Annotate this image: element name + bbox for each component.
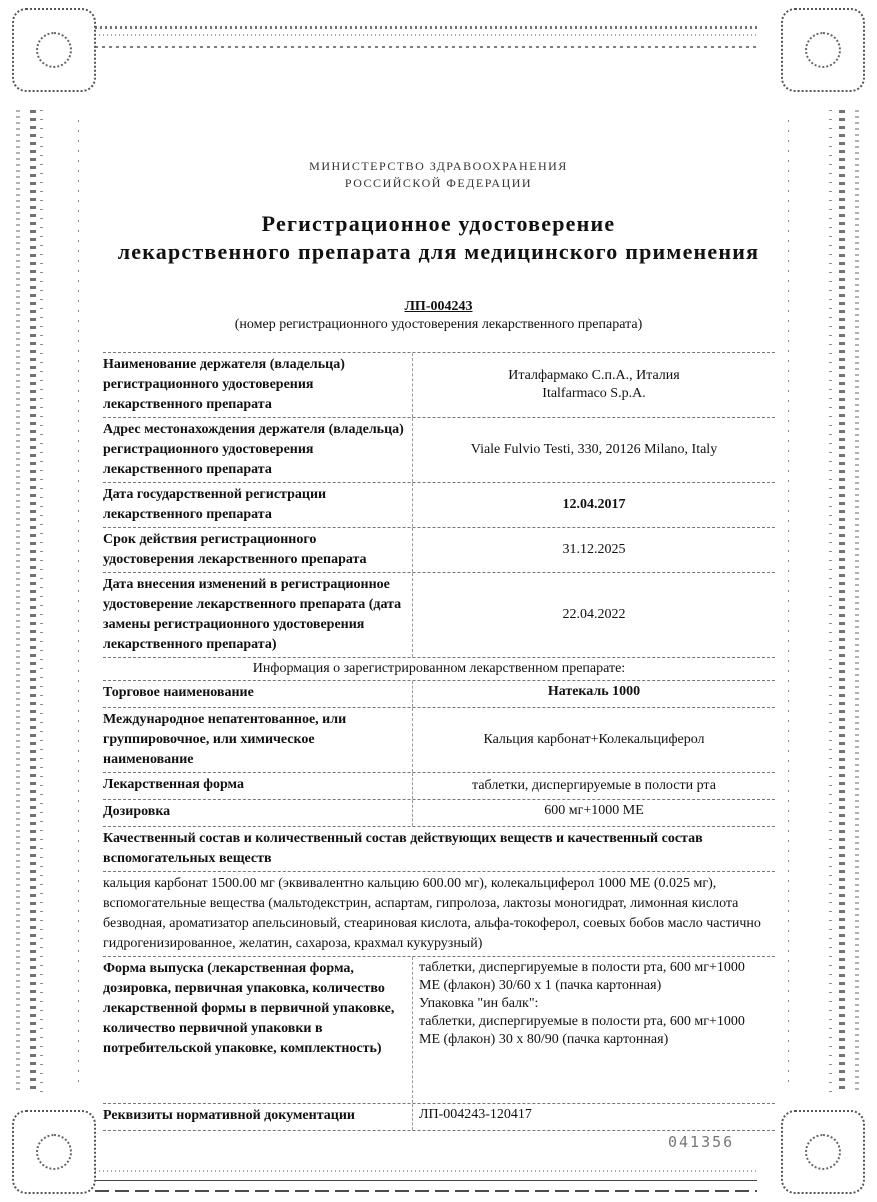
composition-label: Качественный состав и количественный состав действующих веществ и качественный состав вспомогательных веществ: [103, 827, 775, 872]
serial-number: 041356: [668, 1133, 735, 1151]
dosage-form-value: таблетки, диспергируемые в полости рта: [472, 778, 716, 793]
release-form-label: Форма выпуска (лекарственная форма, дозировка, первичная упаковка, количество лекарственной формы в первичной упаковке, количество первичной упаковки в потребительской упаковке, комплектность): [103, 957, 413, 1103]
changes-date-label: Дата внесения изменений в регистрационное удостоверение лекарственного препарата (дата замены регистрационного удостоверения лекарственного препарата): [103, 573, 413, 657]
corner-rosette-icon: [781, 8, 865, 92]
row-address: [103, 418, 775, 483]
release-form-retail: таблетки, диспергируемые в полости рта, 600 мг+1000 МЕ (флакон) 30/60 х 1 (пачка картонная): [419, 960, 745, 993]
info-heading: Информация о зарегистрированном лекарственном препарате:: [103, 658, 775, 681]
holder-label: Наименование держателя (владельца) регистрационного удостоверения лекарственного препарата: [103, 353, 413, 417]
row-registration-date: [103, 483, 775, 528]
row-holder: [103, 352, 775, 418]
row-trade-name: [103, 681, 775, 708]
holder-name-ru: Италфармако С.п.А., Италия: [508, 368, 680, 383]
address-value: Viale Fulvio Testi, 330, 20126 Milano, Italy: [470, 442, 718, 457]
registration-date-label: Дата государственной регистрации лекарственного препарата: [103, 483, 413, 527]
dosage-form-label: Лекарственная форма: [103, 773, 413, 799]
inn-value: Кальция карбонат+Колекальциферол: [483, 732, 705, 747]
row-validity: [103, 528, 775, 573]
row-dosage-form: [103, 773, 775, 800]
changes-date-value: 22.04.2022: [562, 607, 626, 622]
ministry-line-2: РОССИЙСКОЙ ФЕДЕРАЦИИ: [344, 176, 533, 190]
normative-docs-label: Реквизиты нормативной документации: [103, 1104, 413, 1130]
decorative-border-bottom: [95, 1168, 757, 1198]
trade-name-label: Торговое наименование: [103, 681, 413, 707]
row-inn: [103, 708, 775, 773]
row-dosage: [103, 800, 775, 827]
registration-number: ЛП-004243: [404, 299, 473, 314]
corner-rosette-icon: [12, 1110, 96, 1194]
inn-label: Международное непатентованное, или группировочное, или химическое наименование: [103, 708, 413, 772]
address-label: Адрес местонахождения держателя (владельца) регистрационного удостоверения лекарственного препарата: [103, 418, 413, 482]
release-form-bulk: таблетки, диспергируемые в полости рта, 600 мг+1000 МЕ (флакон) 30 х 80/90 (пачка картонная): [419, 1014, 745, 1047]
row-normative-docs: [103, 1104, 775, 1131]
document-title: [0, 210, 877, 266]
dosage-label: Дозировка: [103, 800, 413, 826]
corner-rosette-icon: [12, 8, 96, 92]
release-form-value: [413, 957, 775, 1103]
ministry-heading: [0, 158, 877, 192]
normative-docs-value: ЛП-004243-120417: [419, 1107, 532, 1122]
title-line-1: Регистрационное удостоверение: [261, 211, 616, 236]
corner-rosette-icon: [781, 1110, 865, 1194]
registration-date-value: 12.04.2017: [562, 497, 626, 512]
row-release-form: [103, 957, 775, 1104]
ministry-line-1: МИНИСТЕРСТВО ЗДРАВООХРАНЕНИЯ: [309, 159, 568, 173]
holder-name-en: Italfarmaco S.p.A.: [542, 386, 646, 401]
trade-name-value: Натекаль 1000: [547, 684, 641, 699]
dosage-value: 600 мг+1000 МЕ: [544, 803, 644, 818]
holder-value: [413, 353, 775, 417]
validity-value: 31.12.2025: [562, 542, 626, 557]
validity-label: Срок действия регистрационного удостоверения лекарственного препарата: [103, 528, 413, 572]
row-changes-date: [103, 573, 775, 658]
composition-value: кальция карбонат 1500.00 мг (эквивалентно кальцию 600.00 мг), колекальциферол 1000 МЕ (0.025 мг), вспомогательные вещества (мальтодекстрин, аспартам, гипролоза, лактозы моногидрат, лимонная кислота безводная, ароматизатор апельсиновый, стеариновая кислота, альфа-токоферол, соевых бобов масло частично гидрогенизированное, желатин, сахароза, крахмал кукурузный): [103, 872, 775, 957]
title-line-2: лекарственного препарата для медицинского применения: [117, 239, 760, 264]
certificate-table: [103, 352, 775, 1131]
release-form-bulk-heading: Упаковка "ин балк":: [419, 996, 539, 1011]
decorative-border-top: [95, 20, 757, 54]
registration-number-caption: (номер регистрационного удостоверения лекарственного препарата): [234, 317, 643, 332]
